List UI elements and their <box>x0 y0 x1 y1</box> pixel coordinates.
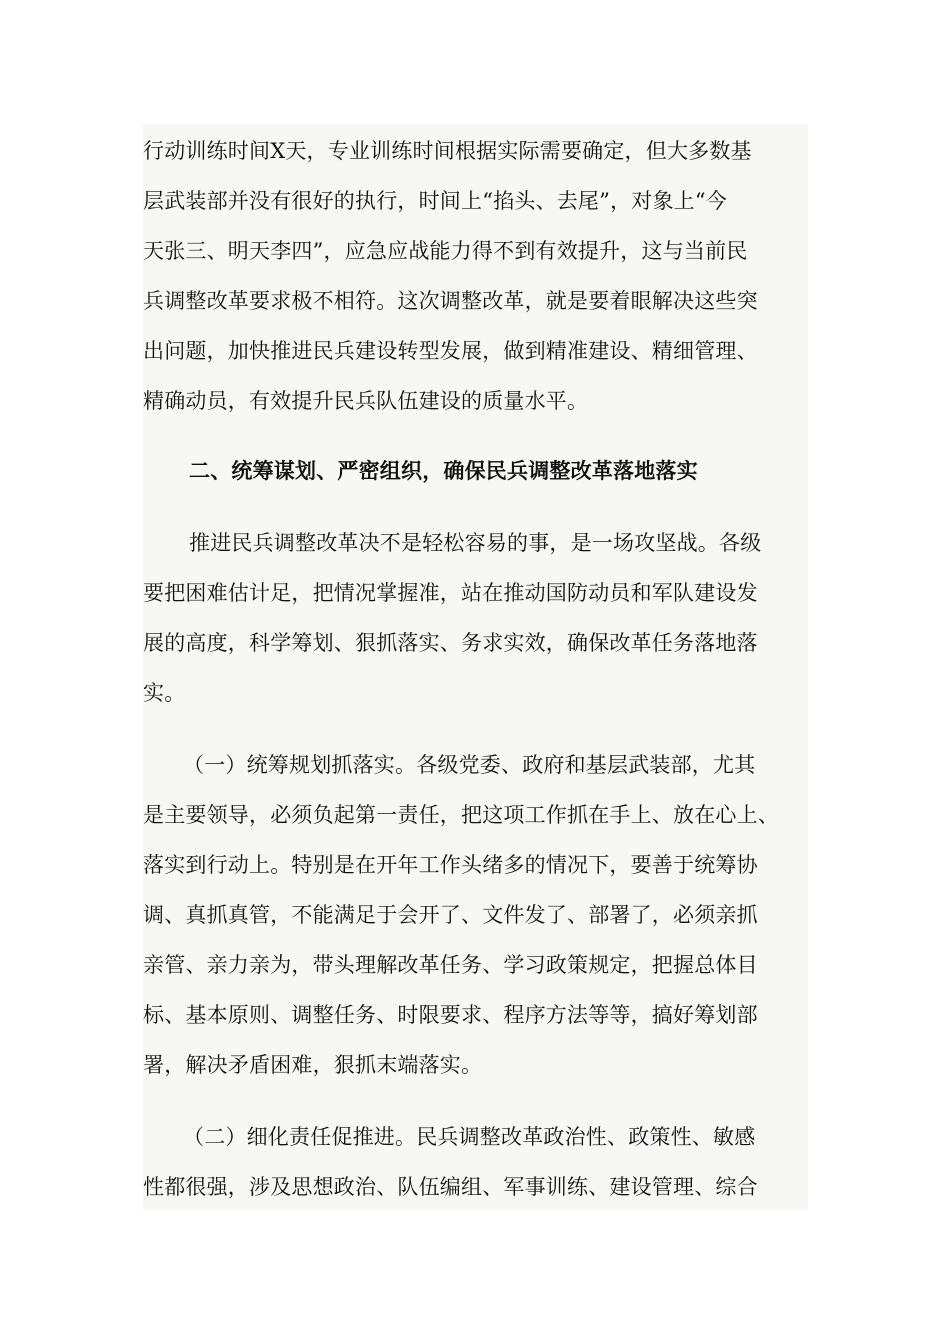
paragraph-3-line-3: 落实到行动上。特别是在开年工作头绪多的情况下，要善于统筹协 <box>143 853 758 877</box>
paragraph-4-line-1: （二）细化责任促推进。民兵调整改革政治性、政策性、敏感 <box>183 1125 756 1149</box>
paragraph-3-line-6: 标、基本原则、调整任务、时限要求、程序方法等等，搞好筹划部 <box>143 1003 758 1027</box>
paragraph-3-line-2: 是主要领导，必须负起第一责任，把这项工作抓在手上、放在心上、 <box>143 803 779 827</box>
paragraph-1-line-6: 精确动员，有效提升民兵队伍建设的质量水平。 <box>143 389 589 413</box>
paragraph-1-line-1: 行动训练时间X天，专业训练时间根据实际需要确定，但大多数基 <box>143 139 752 163</box>
paragraph-2-line-4: 实。 <box>143 681 186 705</box>
paragraph-1-line-4: 兵调整改革要求极不相符。这次调整改革，就是要着眼解决这些突 <box>143 289 758 313</box>
paragraph-3-line-7: 署，解决矛盾困难，狠抓末端落实。 <box>143 1053 483 1077</box>
paragraph-2-line-3: 展的高度，科学筹划、狠抓落实、务求实效，确保改革任务落地落 <box>143 631 758 655</box>
paragraph-3-line-4: 调、真抓真管，不能满足于会开了、文件发了、部署了，必须亲抓 <box>143 903 758 927</box>
paragraph-1-line-3: 天张三、明天李四”，应急应战能力得不到有效提升，这与当前民 <box>143 239 748 263</box>
paragraph-1-line-2: 层武装部并没有很好的执行，时间上“掐头、去尾”，对象上“今 <box>143 189 728 213</box>
section-heading: 二、统筹谋划、严密组织，确保民兵调整改革落地落实 <box>189 459 698 483</box>
paragraph-2-line-2: 要把困难估计足，把情况掌握准，站在推动国防动员和军队建设发 <box>143 581 758 605</box>
paragraph-3-line-1: （一）统筹规划抓落实。各级党委、政府和基层武装部，尤其 <box>183 753 756 777</box>
paragraph-3-line-5: 亲管、亲力亲为，带头理解改革任务、学习政策规定，把握总体目 <box>143 953 758 977</box>
paragraph-4-line-2: 性都很强，涉及思想政治、队伍编组、军事训练、建设管理、综合 <box>143 1175 758 1199</box>
paragraph-1-line-5: 出问题，加快推进民兵建设转型发展，做到精准建设、精细管理、 <box>143 339 758 363</box>
paragraph-2-line-1: 推进民兵调整改革决不是轻松容易的事，是一场攻坚战。各级 <box>189 531 762 555</box>
